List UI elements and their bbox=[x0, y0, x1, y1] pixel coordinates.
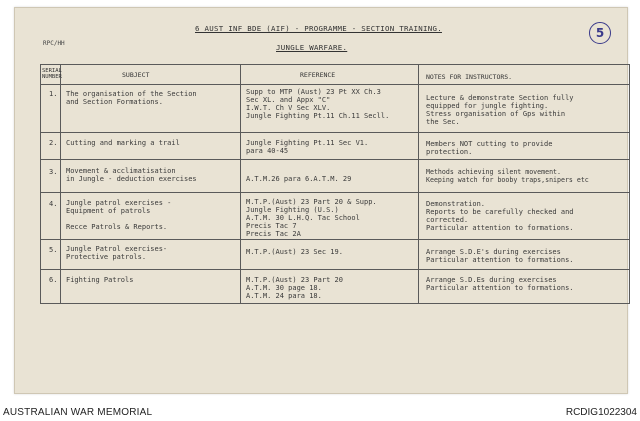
row-6-subject: Fighting Patrols bbox=[66, 276, 134, 284]
page-number-stamp: 5 bbox=[589, 22, 611, 44]
header-serial: SERIAL NUMBER bbox=[42, 68, 62, 80]
row-2-serial: 2. bbox=[49, 139, 58, 147]
document-subtitle: JUNGLE WARFARE. bbox=[276, 43, 348, 52]
table-divider bbox=[40, 84, 630, 85]
row-3-subject: Movement & acclimatisation in Jungle - deduction exercises bbox=[66, 167, 197, 183]
reference-code: RPC/HH bbox=[43, 40, 65, 47]
table-border-bottom bbox=[40, 303, 630, 304]
table-divider bbox=[40, 239, 630, 240]
row-3-notes: Methods achieving silent movement. Keeping watch for booby traps,snipers etc bbox=[426, 168, 589, 184]
row-4-notes: Demonstration. Reports to be carefully checked and corrected. Particular attention to formations. bbox=[426, 200, 574, 232]
row-5-reference: M.T.P.(Aust) 23 Sec 19. bbox=[246, 248, 343, 256]
table-border-right bbox=[629, 64, 630, 304]
row-5-serial: 5. bbox=[49, 246, 58, 254]
row-1-subject: The organisation of the Section and Section Formations. bbox=[66, 90, 197, 106]
row-6-reference: M.T.P.(Aust) 23 Part 20 A.T.M. 30 page 18. A.T.M. 24 para 18. bbox=[246, 276, 343, 300]
row-6-serial: 6. bbox=[49, 276, 58, 284]
training-table bbox=[40, 64, 630, 304]
row-4-subject: Jungle patrol exercises - Equipment of patrols Recce Patrols & Reports. bbox=[66, 199, 172, 231]
header-subject: SUBJECT bbox=[122, 71, 150, 79]
row-4-reference: M.T.P.(Aust) 23 Part 20 & Supp. Jungle Fighting (U.S.) A.T.M. 30 L.H.Q. Tac School Precis Tac 7 Precis Tac 2A bbox=[246, 198, 377, 238]
row-3-reference: A.T.M.26 para 6.A.T.M. 29 bbox=[246, 175, 352, 183]
row-1-serial: 1. bbox=[49, 90, 58, 98]
table-divider bbox=[40, 159, 630, 160]
header-notes: NOTES FOR INSTRUCTORS. bbox=[426, 73, 513, 81]
institution-label: AUSTRALIAN WAR MEMORIAL bbox=[3, 407, 153, 418]
table-divider bbox=[60, 64, 61, 304]
row-6-notes: Arrange S.D.Es during exercises Particular attention to formations. bbox=[426, 276, 574, 292]
table-divider bbox=[240, 64, 241, 304]
row-2-reference: Jungle Fighting Pt.11 Sec V1. para 40-45 bbox=[246, 139, 369, 155]
row-1-reference: Supp to MTP (Aust) 23 Pt XX Ch.3 Sec XL. and Appx "C" I.W.T. Ch V Sec XLV. Jungle Fighting Pt.11 Ch.11 Secll. bbox=[246, 88, 390, 120]
row-5-notes: Arrange S.D.E's during exercises Particular attention to formations. bbox=[426, 248, 574, 264]
table-divider bbox=[40, 269, 630, 270]
row-1-notes: Lecture & demonstrate Section fully equipped for jungle fighting. Stress organisation of Gps within the Sec. bbox=[426, 94, 574, 126]
table-border-top bbox=[40, 64, 630, 65]
table-divider bbox=[40, 192, 630, 193]
row-2-subject: Cutting and marking a trail bbox=[66, 139, 180, 147]
row-4-serial: 4. bbox=[49, 200, 58, 208]
catalogue-id: RCDIG1022304 bbox=[565, 407, 637, 418]
document-title: 6 AUST INF BDE (AIF) - PROGRAMME - SECTION TRAINING. bbox=[195, 24, 442, 33]
row-2-notes: Members NOT cutting to provide protection. bbox=[426, 140, 553, 156]
table-border-left bbox=[40, 64, 41, 304]
row-3-serial: 3. bbox=[49, 168, 58, 176]
table-divider bbox=[40, 132, 630, 133]
header-reference: REFERENCE bbox=[300, 71, 336, 79]
table-divider bbox=[418, 64, 419, 304]
row-5-subject: Jungle Patrol exercises- Protective patrols. bbox=[66, 245, 168, 261]
